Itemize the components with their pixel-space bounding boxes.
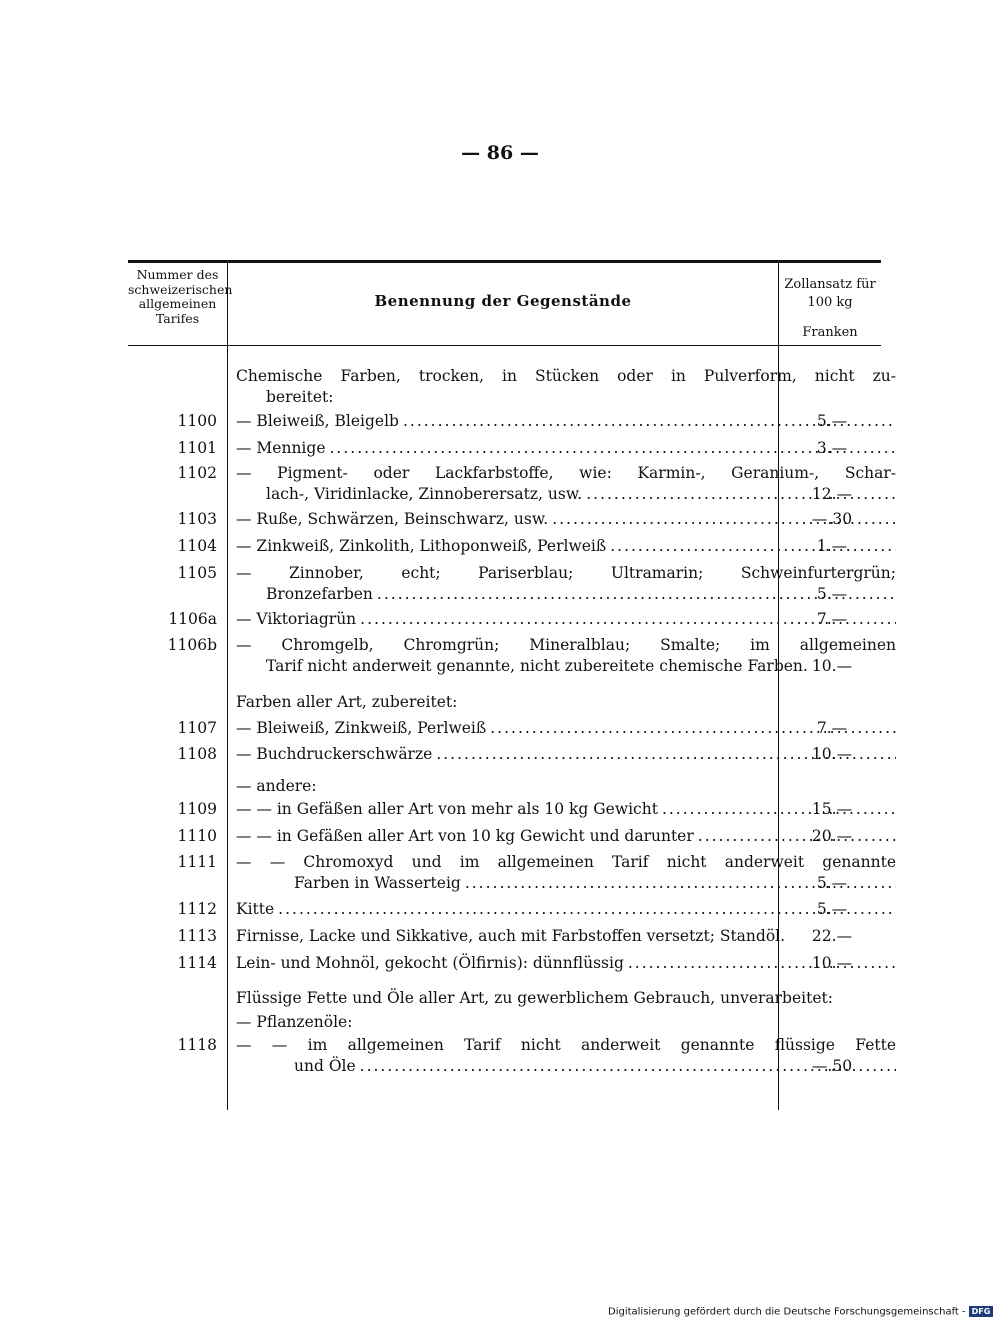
item-description: Lein- und Mohnöl, gekocht (Ölfirnis): dünnflüssig bbox=[236, 954, 624, 972]
item-description: Kitte bbox=[236, 900, 275, 918]
duty-rate: 22.— bbox=[811, 927, 853, 945]
duty-rate: 20.— bbox=[811, 827, 853, 845]
item-description: — — Chromoxyd und im allgemeinen Tarif nicht anderweit genannte bbox=[236, 853, 896, 871]
tariff-number: 1104 bbox=[177, 537, 217, 555]
item-description: — Viktoriagrün bbox=[236, 610, 357, 628]
item-description: — — im allgemeinen Tarif nicht anderweit genannte flüssige Fette bbox=[236, 1036, 896, 1054]
section-heading-line: bereitet: bbox=[266, 388, 334, 406]
duty-rate: 3.— bbox=[816, 439, 848, 457]
tariff-number: 1106b bbox=[167, 636, 217, 654]
item-description: — — in Gefäßen aller Art von 10 kg Gewicht und darunter bbox=[236, 827, 694, 845]
item-description-cont: Farben in Wasserteig bbox=[294, 874, 461, 892]
item-description: — Ruße, Schwärzen, Beinschwarz, usw. bbox=[236, 510, 549, 528]
tariff-number: 1105 bbox=[177, 564, 217, 582]
tariff-number: 1111 bbox=[177, 853, 217, 871]
item-description-cont: lach-, Viridinlacke, Zinnoberersatz, usw. bbox=[266, 485, 583, 503]
header-col3-unit: Franken bbox=[802, 325, 858, 340]
section-subheading-line: — andere: bbox=[236, 777, 317, 795]
header-col1-line: Nummer des bbox=[136, 267, 219, 282]
tariff-number: 1101 bbox=[177, 439, 217, 457]
header-col1-line: allgemeinen bbox=[138, 296, 217, 311]
duty-rate: 10.— bbox=[811, 745, 853, 763]
item-description: — Bleiweiß, Bleigelb bbox=[236, 412, 399, 430]
duty-rate: 7.— bbox=[816, 719, 848, 737]
tariff-number: 1109 bbox=[177, 800, 217, 818]
duty-rate: 10.— bbox=[811, 954, 853, 972]
table-header-rule bbox=[128, 345, 881, 346]
header-duty-rate bbox=[779, 276, 881, 342]
item-description-cont: und Öle bbox=[294, 1057, 356, 1075]
tariff-number: 1110 bbox=[177, 827, 217, 845]
header-col1-line: schweizerischen bbox=[128, 281, 233, 297]
tariff-number: 1107 bbox=[177, 719, 217, 737]
tariff-number: 1102 bbox=[177, 464, 217, 482]
item-description-cont: Bronzefarben bbox=[266, 585, 373, 603]
item-description-cont: Tarif nicht anderweit genannte, nicht zubereitete chemische Farben. bbox=[266, 657, 808, 675]
tariff-number: 1112 bbox=[177, 900, 217, 918]
section-heading-line: Flüssige Fette und Öle aller Art, zu gewerblichem Gebrauch, unverarbeitet: bbox=[236, 989, 833, 1007]
duty-rate: 7.— bbox=[816, 610, 848, 628]
duty-rate: 5.— bbox=[816, 585, 848, 603]
header-col3-line2: 100 kg bbox=[807, 295, 853, 310]
item-description: — Buchdruckerschwärze bbox=[236, 745, 433, 763]
duty-rate: 1.— bbox=[816, 537, 848, 555]
duty-rate: 5.— bbox=[816, 874, 848, 892]
duty-rate: 15.— bbox=[811, 800, 853, 818]
tariff-number: 1113 bbox=[177, 927, 217, 945]
table-top-rule bbox=[128, 260, 881, 263]
duty-rate: 12.— bbox=[811, 485, 853, 503]
tariff-number: 1100 bbox=[177, 412, 217, 430]
duty-rate: —.30 bbox=[811, 510, 853, 528]
tariff-number: 1106a bbox=[168, 610, 217, 628]
dfg-logo: DFG bbox=[969, 1306, 994, 1317]
item-description: — Chromgelb, Chromgrün; Mineralblau; Smalte; im allgemeinen bbox=[236, 636, 896, 654]
item-description: — Pigment- oder Lackfarbstoffe, wie: Karmin-, Geranium-, Schar- bbox=[236, 464, 896, 482]
header-tariff-number bbox=[128, 267, 233, 326]
item-description: — — in Gefäßen aller Art von mehr als 10 kg Gewicht bbox=[236, 800, 658, 818]
tariff-number: 1108 bbox=[177, 745, 217, 763]
section-heading-line: Chemische Farben, trocken, in Stücken oder in Pulverform, nicht zu- bbox=[236, 367, 896, 385]
item-description: — Zinkweiß, Zinkolith, Lithoponweiß, Perlweiß bbox=[236, 537, 607, 555]
duty-rate: —.50 bbox=[811, 1057, 853, 1075]
duty-rate: 5.— bbox=[816, 900, 848, 918]
duty-rate: 10.— bbox=[811, 657, 853, 675]
section-heading-line: Farben aller Art, zubereitet: bbox=[236, 693, 458, 711]
section-subheading-line: — Pflanzenöle: bbox=[236, 1013, 353, 1031]
item-description: — Bleiweiß, Zinkweiß, Perlweiß bbox=[236, 719, 487, 737]
digitization-credit bbox=[608, 1306, 993, 1318]
duty-rate: 5.— bbox=[816, 412, 848, 430]
column-divider-1 bbox=[227, 262, 228, 1110]
tariff-number: 1114 bbox=[177, 954, 217, 972]
item-description: Firnisse, Lacke und Sikkative, auch mit Farbstoffen versetzt; Standöl. bbox=[236, 927, 786, 945]
tariff-number: 1118 bbox=[177, 1036, 217, 1054]
header-col3-line1: Zollansatz für bbox=[784, 277, 876, 292]
header-description: Benennung der Gegenstände bbox=[374, 292, 632, 310]
tariff-number: 1103 bbox=[177, 510, 217, 528]
item-description: — Zinnober, echt; Pariserblau; Ultramarin; Schweinfurtergrün; bbox=[236, 564, 896, 582]
page-number: — 86 — bbox=[461, 142, 539, 164]
item-description: — Mennige bbox=[236, 439, 326, 457]
credit-text: Digitalisierung gefördert durch die Deutsche Forschungsgemeinschaft - bbox=[608, 1306, 966, 1318]
header-col1-line: Tarifes bbox=[155, 310, 200, 326]
